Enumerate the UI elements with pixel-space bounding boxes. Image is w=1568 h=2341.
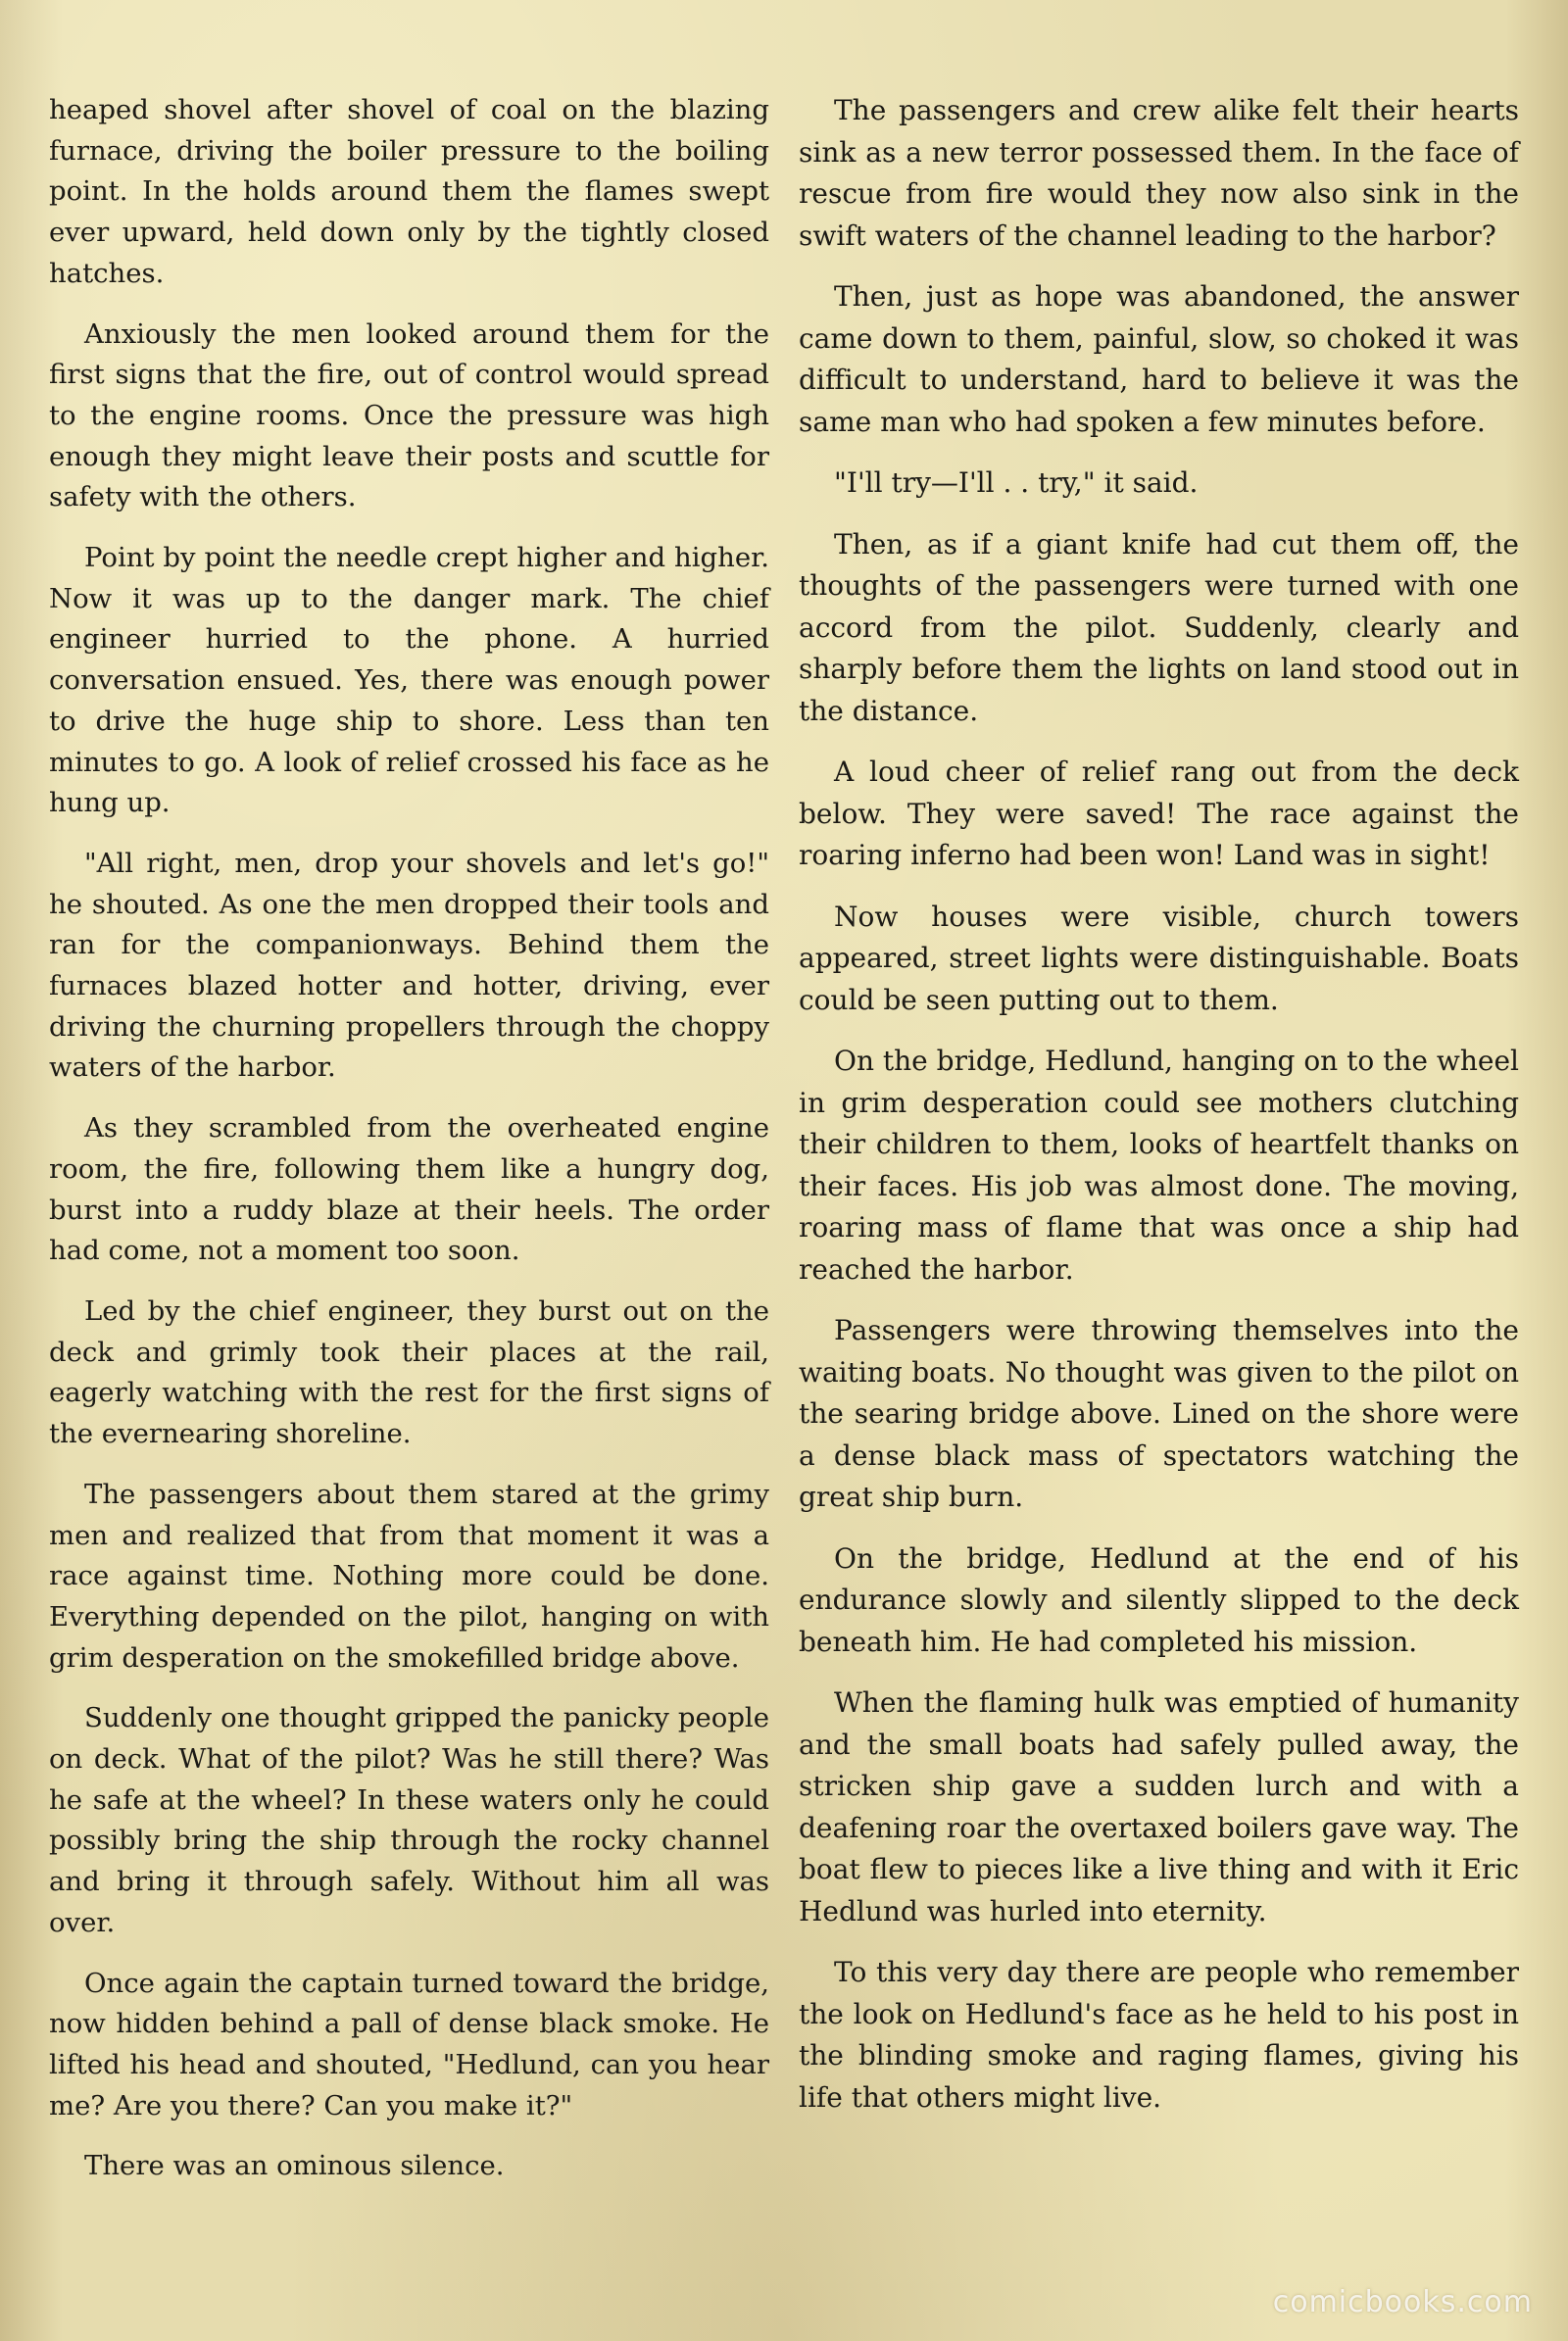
paragraph: Point by point the needle crept higher and higher. Now it was up to the danger mark. The chief engineer hurried to the phone. A hurried conversation ensued. Yes, there was enough power to drive the huge ship to shore. Less than ten minutes to go. A look of relief crossed his face as he hung up. bbox=[49, 542, 769, 819]
paragraph: Suddenly one thought gripped the panicky people on deck. What of the pilot? Was he still there? Was he safe at the wheel? In these waters only he could possibly bring the ship through the rocky channel and bring it through safely. Without him all was over. bbox=[49, 1702, 769, 1938]
paragraph: heaped shovel after shovel of coal on the blazing furnace, driving the boiler pressure to the boiling point. In the holds around them the flames swept ever upward, held down only by the tightly closed hatches. bbox=[49, 94, 769, 289]
paragraph: The passengers and crew alike felt their hearts sink as a new terror possessed them. In the face of rescue from fire would they now also sink in the swift waters of the channel leading to the harbor? bbox=[799, 94, 1519, 252]
paragraph: Then, as if a giant knife had cut them off, the thoughts of the passengers were turned with one accord from the pilot. Suddenly, clearly and sharply before them the lights on land stood out in the distance. bbox=[799, 527, 1519, 727]
left-column bbox=[49, 90, 769, 2207]
paragraph: When the flaming hulk was emptied of humanity and the small boats had safely pulled away, the stricken ship gave a sudden lurch and with a deafening roar the overtaxed boilers gave way. The boat flew to pieces like a live thing and with it Eric Hedlund was hurled into eternity. bbox=[799, 1686, 1519, 1927]
paragraph: Now houses were visible, church towers appeared, street lights were distinguishable. Boats could be seen putting out to them. bbox=[799, 900, 1519, 1016]
paragraph: On the bridge, Hedlund at the end of his endurance slowly and silently slipped to the deck beneath him. He had completed his mission. bbox=[799, 1541, 1519, 1658]
paragraph: On the bridge, Hedlund, hanging on to the wheel in grim desperation could see mothers clutching their children to them, looks of heartfelt thanks on their faces. His job was almost done. The moving, roaring mass of flame that was once a ship had reached the harbor. bbox=[799, 1045, 1519, 1286]
paragraph: A loud cheer of relief rang out from the deck below. They were saved! The race against the roaring inferno had been won! Land was in sight! bbox=[799, 756, 1519, 871]
watermark: comicbooks.com bbox=[1272, 2285, 1533, 2319]
paragraph: Passengers were throwing themselves into the waiting boats. No thought was given to the pilot on the searing bridge above. Lined on the shore were a dense black mass of spectators watching the great ship burn. bbox=[799, 1314, 1519, 1513]
paragraph: There was an ominous silence. bbox=[84, 2150, 505, 2182]
paragraph: Once again the captain turned toward the bridge, now hidden behind a pall of dense black smoke. He lifted his head and shouted, "Hedlund, can you hear me? Are you there? Can you make it?" bbox=[49, 1967, 769, 2122]
paragraph: Anxiously the men looked around them for the first signs that the fire, out of control would spread to the engine rooms. Once the pressure was high enough they might leave their posts and scuttle for safety with the others. bbox=[49, 317, 769, 513]
paragraph: As they scrambled from the overheated engine room, the fire, following them like a hungry dog, burst into a ruddy blaze at their heels. The order had come, not a moment too soon. bbox=[49, 1112, 769, 1267]
paragraph: "I'll try—I'll . . try," it said. bbox=[834, 466, 1199, 499]
paragraph: Then, just as hope was abandoned, the answer came down to them, painful, slow, so choked it was difficult to understand, hard to believe it was the same man who had spoken a few minutes before. bbox=[799, 280, 1519, 438]
paragraph: Led by the chief engineer, they burst out on the deck and grimly took their places at the rail, eagerly watching with the rest for the first signs of the evernearing shoreline. bbox=[49, 1294, 769, 1450]
paragraph: The passengers about them stared at the grimy men and realized that from that moment it was a race against time. Nothing more could be done. Everything depended on the pilot, hanging on with grim desperation on the smokefilled bridge above. bbox=[49, 1478, 769, 1674]
paragraph: "All right, men, drop your shovels and let's go!" he shouted. As one the men dropped their tools and ran for the companionways. Behind them the furnaces blazed hotter and hotter, driving, ever driving the churning propellers through the choppy waters of the harbor. bbox=[49, 847, 769, 1084]
right-column bbox=[799, 90, 1519, 2138]
paragraph: To this very day there are people who remember the look on Hedlund's face as he held to his post in the blinding smoke and raging flames, giving his life that others might live. bbox=[799, 1956, 1519, 2114]
